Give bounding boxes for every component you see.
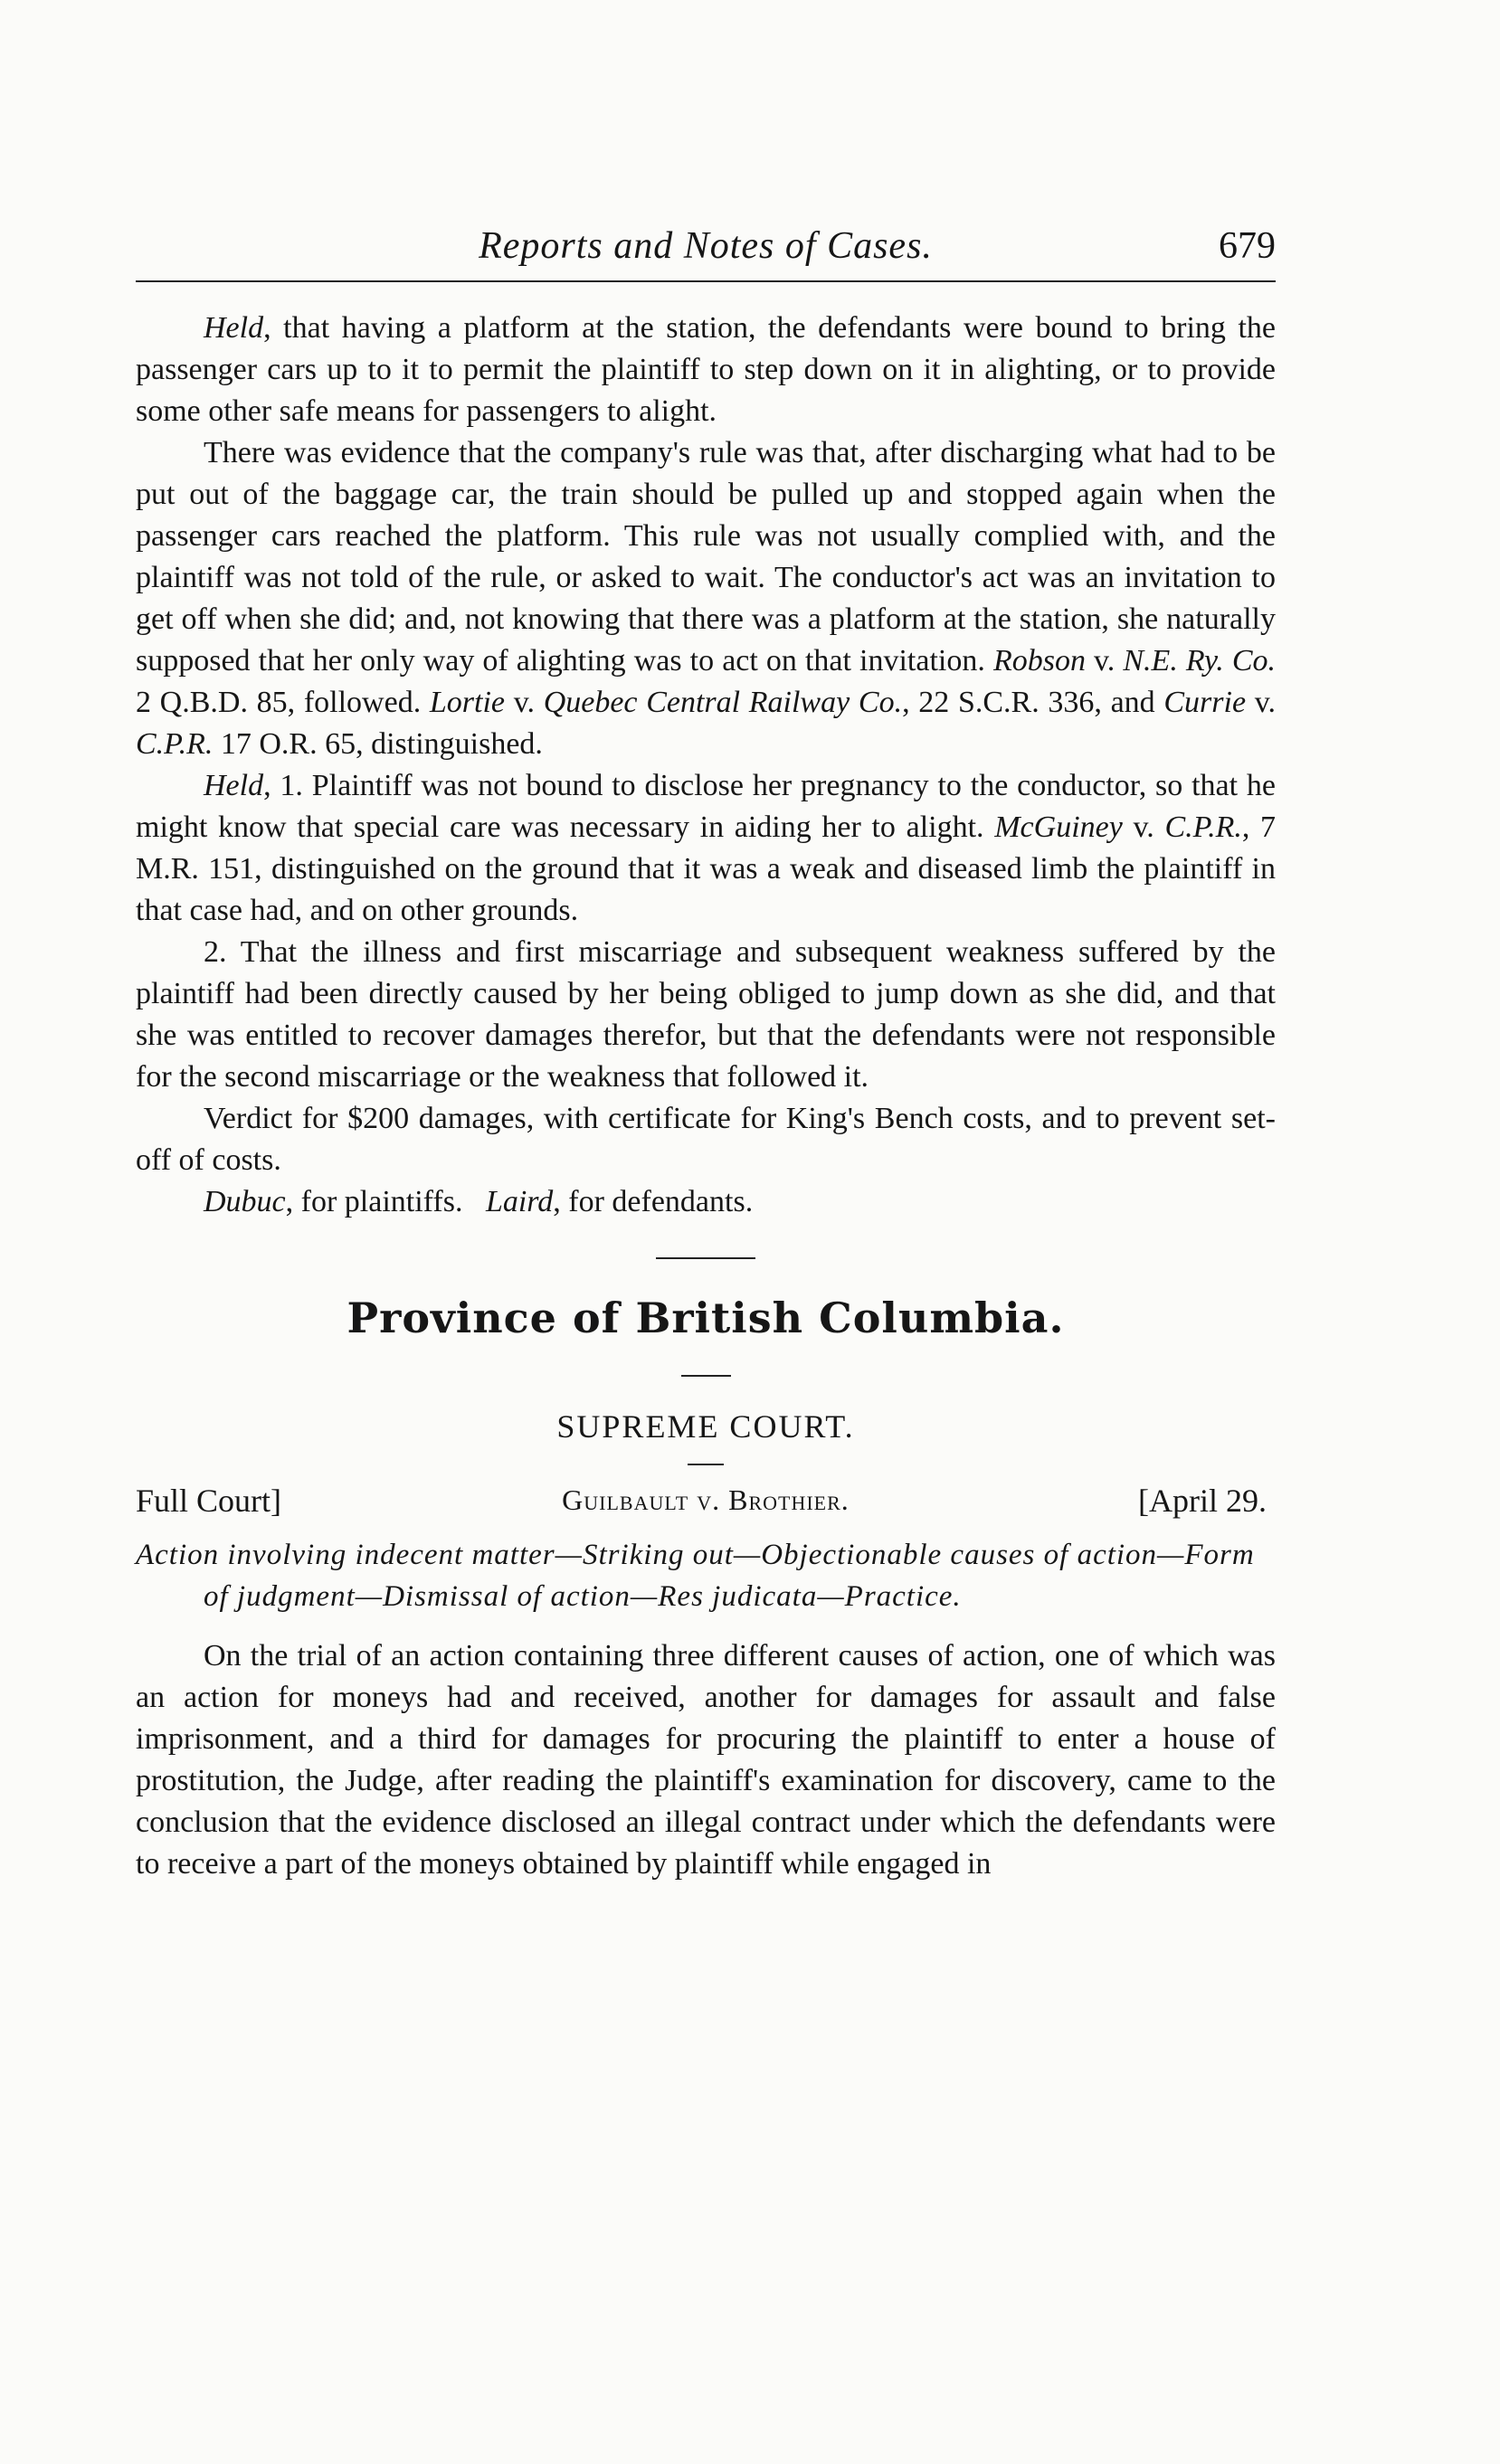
report-body: [136, 308, 1276, 1223]
province-heading: Province of British Columbia.: [347, 1294, 1065, 1342]
counsel-text: , for plaintiffs.: [285, 1185, 463, 1218]
paragraph-text: 2. That the illness and first miscarriage and subsequent weakness suffered by the plaintiff had been directly caused by her being obliged to jump down as she did, and that she was entitled to recover damages therefor, but that the defendants were not responsible for the second miscarriage or the weakness that followed it.: [136, 935, 1276, 1094]
citation-text: , 7 M.R. 151, distinguished on the ground that it was a weak and diseased limb the plaintiff in that case had, and on other grounds.: [136, 810, 1277, 927]
case-caption: [136, 1482, 1276, 1527]
running-head-title: Reports and Notes of Cases.: [479, 225, 933, 267]
paragraph-text: There was evidence that the company's rule was that, after discharging what had to be put out of the baggage car, the train should be pulled up and stopped again when the passenger cars reached the platform. This rule was not usually complied with, and the plaintiff was not told of the rule, or asked to wait. The conductor's act was an invitation to get off when she did; and, not knowing that there was a platform at the station, she naturally supposed that her only way of alighting was to act on that invitation.: [136, 436, 1276, 678]
case-name: Robson: [992, 644, 1086, 678]
citation-text: 17 O.R. 65, distinguished.: [213, 727, 543, 761]
case-name: Currie: [1163, 686, 1247, 719]
paragraph-text: , 1. Plaintiff was not bound to disclose her pregnancy to the conductor, so that he might know that special care was necessary in aiding her to alight.: [136, 769, 1276, 844]
held-lead: Held: [204, 311, 264, 345]
case-name: N.E. Ry. Co.: [1123, 644, 1277, 678]
court-label: Full Court]: [136, 1483, 282, 1519]
court-heading: SUPREME COURT.: [556, 1408, 855, 1445]
case-name: Lortie: [429, 686, 506, 719]
paragraph-trial: On the trial of an action containing three different causes of action, one of which was an action for moneys had and received, another for damages for assault and false imprisonment, and a third for damages for procuring the plaintiff to enter a house of prostitution, the Judge, after reading the plaintiff's examination for discovery, came to the conclusion that the evidence disclosed an illegal contract under which the defendants were to receive a part of the moneys obtained by plaintiff while engaged in: [136, 1639, 1276, 1881]
paragraph-text: , that having a platform at the station, the defendants were bound to bring the passenger cars up to it to permit the plaintiff to step down on it in alighting, or to provide some other safe means for passengers to alight.: [136, 311, 1276, 428]
case-date: [April 29.: [1138, 1483, 1267, 1519]
paragraph-held-pregnancy: [136, 765, 1276, 932]
section-divider-top: [136, 1257, 1276, 1259]
plaintiff-counsel-name: Dubuc: [204, 1185, 286, 1218]
paragraph-verdict: [136, 1098, 1276, 1181]
counsel-text: , for defendants.: [553, 1185, 754, 1218]
counsel-line: [136, 1181, 1276, 1223]
citation-text: v.: [505, 686, 544, 719]
case-name: C.P.R.: [136, 727, 214, 761]
paragraph-held-platform: [136, 308, 1276, 432]
paragraph-illness: [136, 932, 1276, 1098]
paragraph-text: Verdict for $200 damages, with certificate for King's Bench costs, and to prevent set-off of costs.: [136, 1102, 1276, 1177]
defendant-counsel-name: Laird: [485, 1185, 554, 1218]
case-name: C.P.R.: [1164, 810, 1242, 844]
page-number: 679: [1219, 225, 1276, 267]
section-divider-mid: [136, 1375, 1276, 1377]
page: [136, 208, 1276, 1885]
case-name: McGuiney: [994, 810, 1123, 844]
citation-text: 2 Q.B.D. 85, followed.: [136, 686, 430, 719]
held-lead: Held: [204, 769, 264, 802]
case-name: Quebec Central Railway Co.: [543, 686, 903, 719]
citation-text: v.: [1085, 644, 1124, 678]
citation-text: v.: [1122, 810, 1165, 844]
headnote: Action involving indecent matter—Striking out—Objectionable causes of action—Form of judgment—Dismissal of action—Res judicata—Practice.: [136, 1539, 1255, 1613]
case-parties: Guilbault v. Brothier.: [562, 1483, 850, 1516]
citation-text: v.: [1246, 686, 1277, 719]
running-head: [136, 208, 1276, 282]
paragraph-evidence: [136, 432, 1276, 765]
section-divider-bottom: [136, 1464, 1276, 1465]
citation-text: , 22 S.C.R. 336, and: [902, 686, 1164, 719]
